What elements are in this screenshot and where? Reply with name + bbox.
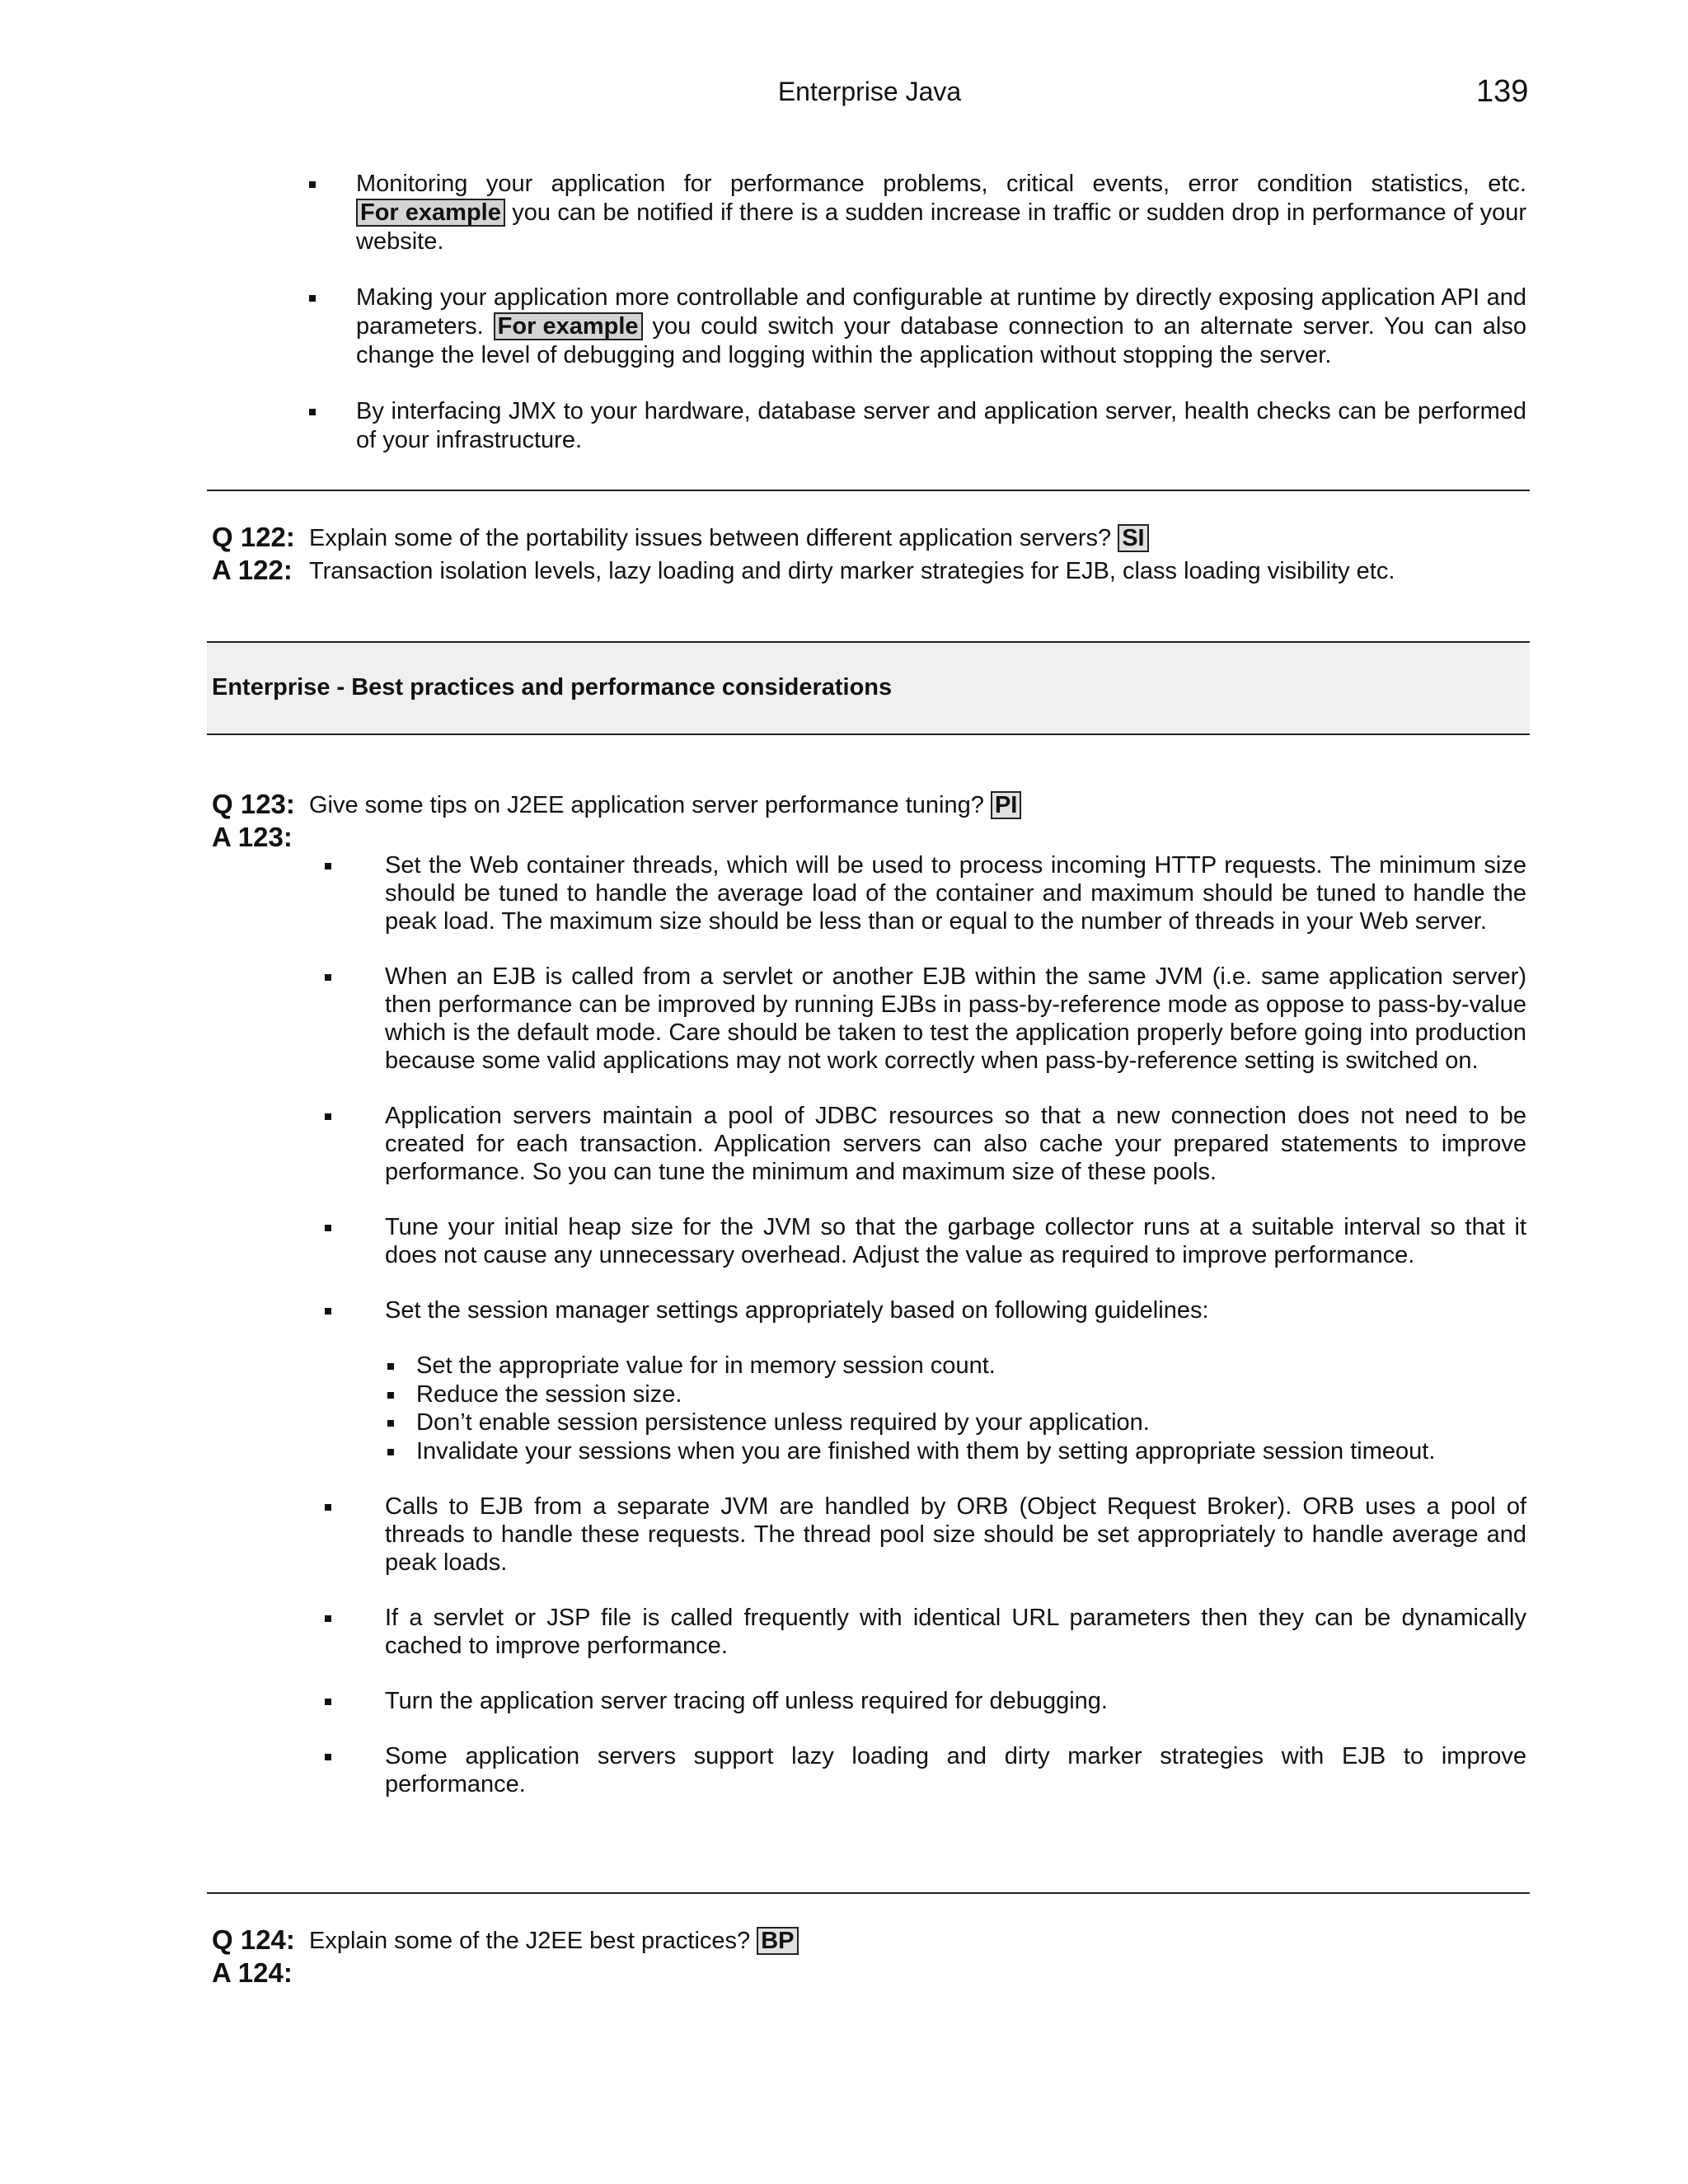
sub-list-item-text: Invalidate your sessions when you are finished with them by setting appropriate session timeout. [416,1437,1436,1465]
sub-list-item [385,1437,1526,1466]
list-item [322,851,1526,935]
category-tag: BP [757,1927,798,1955]
bullet-icon [325,1113,331,1120]
list-item-text: Monitoring your application for performance problems, critical events, error condition statistics, etc. [356,171,1526,197]
bullet-icon [309,181,316,188]
question-row [212,523,1526,555]
bullet-icon [387,1392,394,1399]
jmx-benefits-list [309,170,1526,482]
list-item-text: Turn the application server tracing off unless required for debugging. [385,1688,1108,1714]
bullet-icon [325,1754,331,1760]
list-item [322,1742,1526,1798]
question-label: Q 123: [212,789,295,819]
list-item [322,1687,1526,1715]
bullet-icon [325,974,331,981]
performance-tips-list [322,851,1526,1825]
question-text-content: Explain some of the portability issues between different application servers? [309,525,1112,551]
for-example-tag: For example [356,199,505,227]
list-item-text: Set the Web container threads, which will be used to process incoming HTTP requests. The minimum size should be tuned to handle the average load of the container and maximum should be tuned to handle the peak load. The maximum size should be less than or equal to the number of threads in your Web server. [385,852,1526,935]
for-example-tag: For example [494,312,643,340]
question-123 [212,790,1526,855]
list-item-text: If a servlet or JSP file is called frequently with identical URL parameters then they can be dynamically cached to improve performance. [385,1605,1526,1659]
list-item [322,1213,1526,1269]
list-item [322,1604,1526,1660]
answer-label: A 123: [212,822,293,852]
category-tag: PI [991,791,1021,819]
list-item [309,170,1526,256]
question-text-content: Explain some of the J2EE best practices? [309,1928,751,1954]
sub-list-item [385,1380,1526,1409]
list-item-text: Set the session manager settings appropriately based on following guidelines: [385,1297,1209,1324]
bullet-icon [387,1420,394,1427]
sub-list-item-text: Don’t enable session persistence unless required by your application. [416,1409,1150,1436]
list-item [322,1493,1526,1577]
sub-list-item [385,1352,1526,1380]
answer-row [212,1958,1526,1991]
session-guidelines-list [385,1352,1526,1465]
list-item-text: By interfacing JMX to your hardware, database server and application server, health checks can be performed of your infrastructure. [356,398,1526,453]
sub-list-item-text: Reduce the session size. [416,1380,682,1408]
question-text-content: Give some tips on J2EE application server performance tuning? [309,792,984,818]
section-title: Enterprise - Best practices and performance considerations [212,674,893,701]
question-text [309,1927,799,1956]
answer-row [212,823,1526,855]
list-item [309,397,1526,455]
list-item-text: When an EJB is called from a servlet or another EJB within the same JVM (i.e. same application server) then performance can be improved by running EJBs in pass-by-reference mode as oppose to pass-by-value which is the default mode. Care should be taken to test the application properly before going into production because some valid applications may not work correctly when pass-by-reference setting is switched on. [385,963,1526,1074]
list-item [322,1102,1526,1186]
page-number: 139 [1476,74,1529,109]
bullet-icon [325,1504,331,1511]
list-item-text: Some application servers support lazy loading and dirty marker strategies with EJB to improve performance. [385,1743,1526,1797]
question-label: Q 122: [212,522,295,552]
list-item [322,963,1526,1075]
list-item-text: Making your application more controllable and configurable at runtime by directly exposing application API and parameters. [356,284,1526,340]
section-header [207,641,1530,735]
bullet-icon [325,863,331,869]
bullet-icon [325,1615,331,1622]
question-text [309,524,1149,553]
list-item-text: you could switch your database connection to an alternate server. You can also change the level of debugging and logging within the application without stopping the server. [356,313,1526,368]
bullet-icon [325,1225,331,1231]
divider [207,490,1530,491]
sub-list-item [385,1408,1526,1437]
list-item-text: Calls to EJB from a separate JVM are handled by ORB (Object Request Broker). ORB uses a pool of threads to handle these requests. The thread pool size should be set appropriately to handle average and peak loads. [385,1493,1526,1576]
question-124 [212,1925,1526,1991]
bullet-icon [309,409,316,415]
list-item [309,284,1526,370]
question-label: Q 124: [212,1924,295,1955]
sub-list-item-text: Set the appropriate value for in memory session count. [416,1352,996,1379]
category-tag: SI [1118,524,1148,552]
page-header [0,74,1688,114]
bullet-icon [387,1363,394,1370]
answer-row [212,555,1526,588]
bullet-icon [387,1449,394,1455]
bullet-icon [325,1308,331,1315]
running-title: Enterprise Java [777,77,962,106]
bullet-icon [325,1699,331,1705]
list-item-text: Tune your initial heap size for the JVM so that the garbage collector runs at a suitable interval so that it does not cause any unnecessary overhead. Adjust the value as required to improve performance. [385,1214,1526,1268]
answer-label: A 122: [212,555,293,585]
divider [207,1892,1530,1894]
list-item-text: you can be notified if there is a sudden increase in traffic or sudden drop in performance of your website. [356,199,1526,255]
list-item-text: Application servers maintain a pool of JDBC resources so that a new connection does not need to be created for each transaction. Application servers can also cache your prepared statements to improve performance. So you can tune the minimum and maximum size of these pools. [385,1103,1526,1185]
bullet-icon [309,295,316,302]
question-row [212,1925,1526,1958]
question-row [212,790,1526,823]
question-122 [212,523,1526,588]
answer-text: Transaction isolation levels, lazy loading and dirty marker strategies for EJB, class loading visibility etc. [309,558,1395,584]
answer-label: A 124: [212,1957,293,1988]
list-item [322,1296,1526,1465]
question-text [309,791,1021,820]
